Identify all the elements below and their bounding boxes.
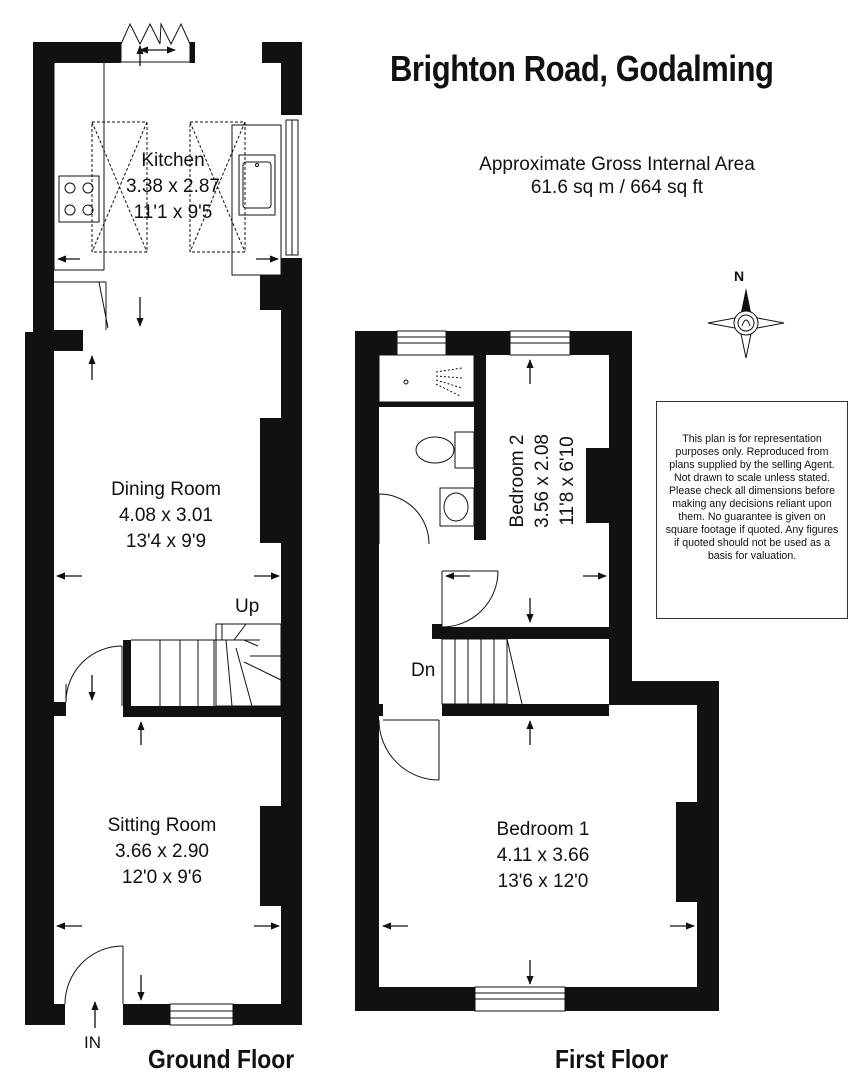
- room-imperial: 12'0 x 9'6: [121, 867, 203, 888]
- room-name: Bedroom 2: [507, 434, 528, 528]
- ground-floor-label: Ground Floor: [148, 1044, 295, 1074]
- disclaimer-box: [656, 401, 848, 619]
- room-imperial: 13'6 x 12'0: [497, 871, 589, 892]
- room-bedroom-2: [505, 406, 581, 556]
- stairs-up-label: Up: [235, 596, 260, 617]
- page-title: Brighton Road, Godalming: [390, 48, 774, 89]
- entrance-label: IN: [84, 1033, 101, 1052]
- gross-area: [455, 153, 779, 199]
- room-dining: [86, 477, 246, 555]
- compass-north-label: N: [734, 268, 745, 284]
- room-name: Dining Room: [111, 479, 221, 500]
- room-imperial: 11'1 x 9'5: [133, 202, 213, 223]
- room-bedroom-1: [468, 817, 618, 895]
- room-metric: 3.66 x 2.90: [114, 841, 210, 862]
- room-metric: 4.11 x 3.66: [496, 845, 590, 866]
- first-floor-label: First Floor: [555, 1044, 669, 1074]
- gross-area-value: 61.6 sq m / 664 sq ft: [530, 177, 704, 198]
- disclaimer-text: This plan is for representation purposes only. Reproduced from plans supplied by the selling Agent. Not drawn to scale unless stated. Please check all dimensions before making any decisions reliant upon them. No guarantee is given on square footage if quoted. Any figures if quoted should not be used as a basis for valuation.: [665, 433, 839, 562]
- room-sitting: [82, 813, 242, 891]
- room-imperial: 11'8 x 6'10: [557, 436, 578, 526]
- room-name: Kitchen: [141, 150, 205, 171]
- room-imperial: 13'4 x 9'9: [125, 531, 207, 552]
- compass-icon: [708, 288, 784, 358]
- room-metric: 4.08 x 3.01: [118, 505, 214, 526]
- room-name: Sitting Room: [107, 815, 217, 836]
- stairs-down-label: Dn: [411, 660, 436, 681]
- room-kitchen: [98, 148, 248, 226]
- gross-area-label: Approximate Gross Internal Area: [479, 154, 755, 175]
- room-name: Bedroom 1: [496, 819, 590, 840]
- room-metric: 3.38 x 2.87: [125, 176, 221, 197]
- room-metric: 3.56 x 2.08: [532, 433, 553, 529]
